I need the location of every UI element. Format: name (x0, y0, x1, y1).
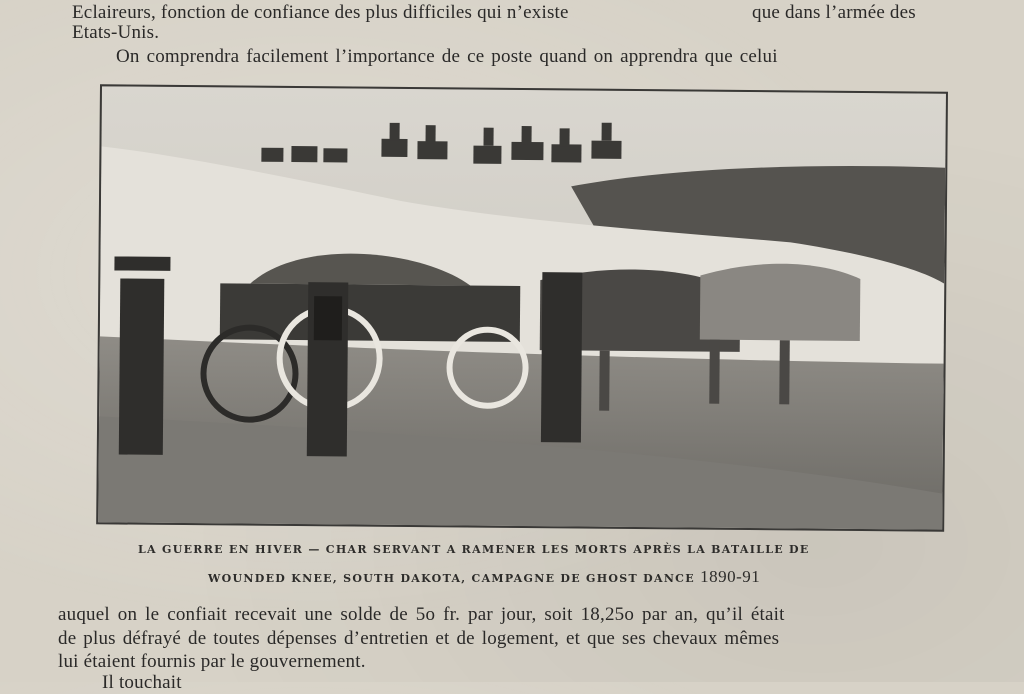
text-line-3: On comprendra facilement l’importance de ce poste quand on apprendra que celui (116, 46, 778, 67)
horse-leg (779, 340, 790, 404)
man-left (119, 278, 165, 454)
caption-line-2 (208, 567, 760, 587)
horse (700, 263, 861, 341)
text-line-2: Etats-Unis. (72, 22, 160, 43)
horse-leg (709, 340, 720, 404)
photo-illustration (98, 86, 946, 529)
caption-year: 1890-91 (700, 567, 761, 586)
man-by-horses (541, 272, 582, 442)
rider (522, 126, 532, 144)
rider (390, 123, 400, 141)
horse (473, 146, 501, 164)
rider (426, 125, 436, 143)
text-line-1 (72, 2, 916, 24)
horse (261, 148, 283, 162)
photo-figure (96, 84, 948, 549)
historical-photo (96, 84, 948, 531)
rider (559, 128, 569, 146)
text-line-1-right: que dans l’armée des (752, 2, 916, 23)
man-left-hat (114, 256, 170, 270)
horse (591, 141, 621, 159)
caption-line-1: LA GUERRE EN HIVER — CHAR SERVANT A RAMENER LES MORTS APRÈS LA BATAILLE DE (138, 543, 810, 556)
horse (417, 141, 447, 159)
rider (602, 123, 612, 141)
text-line-5: de plus défrayé de toutes dépenses d’entretien et de logement, et que ses chevaux mêmes (58, 628, 780, 649)
horse (551, 144, 581, 162)
text-line-1-left: Eclaireurs, fonction de confiance des plus difficiles qui n’existe (72, 2, 569, 23)
horse (291, 146, 317, 162)
rider (483, 128, 493, 146)
horse-leg (599, 351, 610, 411)
man-center-vest (314, 296, 342, 340)
text-line-6: lui étaient fournis par le gouvernement. (58, 651, 366, 672)
text-line-7: Il touchait (102, 672, 182, 693)
horse (511, 142, 543, 160)
caption-line-2-text: WOUNDED KNEE, SOUTH DAKOTA, CAMPAGNE DE GHOST DANCE (208, 572, 695, 585)
text-line-4: auquel on le confiait recevait une solde de 5o fr. par jour, soit 18,25o par an, qu’il était (58, 604, 785, 625)
horse (323, 148, 347, 162)
horse (381, 139, 407, 157)
